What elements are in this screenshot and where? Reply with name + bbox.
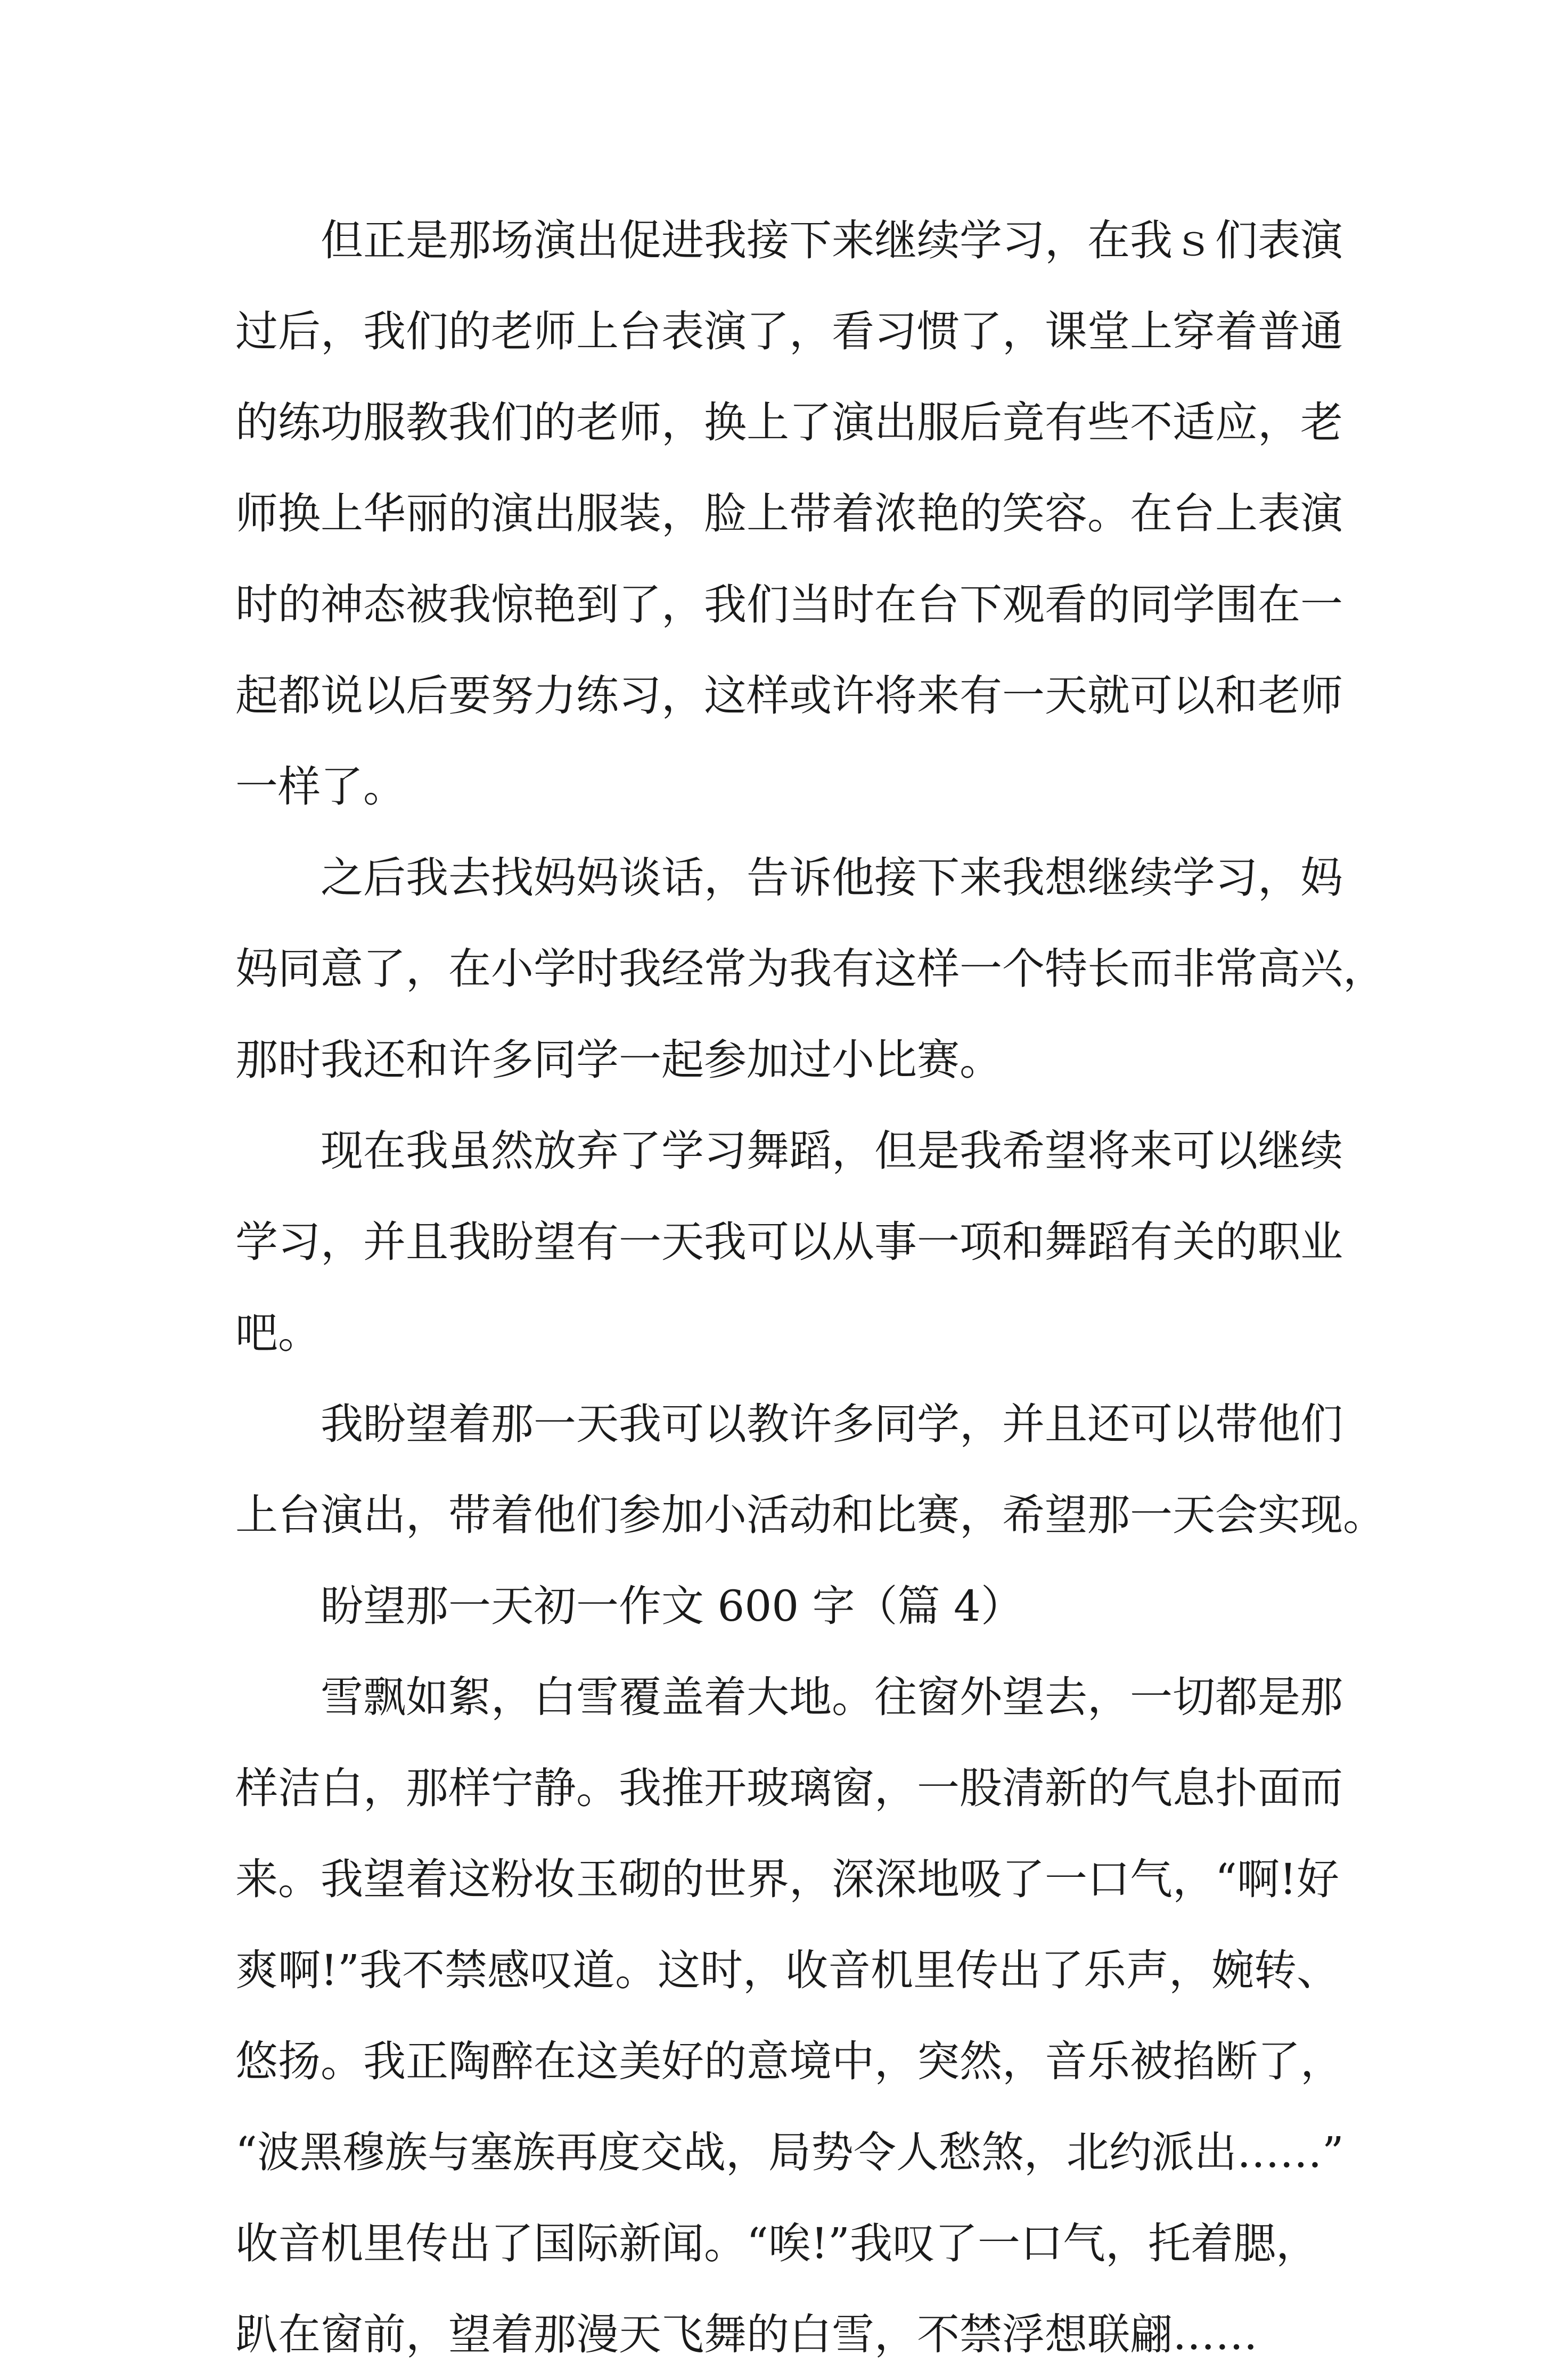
text-line: 来。我望着这粉妆玉砌的世界，深深地吸了一口气，“啊!好 bbox=[235, 1854, 1340, 1904]
text-line: 师换上华丽的演出服装，脸上带着浓艳的笑容。在台上表演 bbox=[235, 489, 1343, 538]
text-line: 悠扬。我正陶醉在这美好的意境中，突然，音乐被掐断了， bbox=[235, 2037, 1343, 2086]
text-line: 那时我还和许多同学一起参加过小比赛。 bbox=[235, 1035, 1002, 1085]
text-line: 一样了。 bbox=[235, 762, 406, 811]
text-line: 的练功服教我们的老师，换上了演出服后竟有些不适应，老 bbox=[235, 398, 1343, 447]
text-line: 我盼望着那一天我可以教许多同学，并且还可以带他们 bbox=[321, 1399, 1343, 1449]
text-line: “波黑穆族与塞族再度交战，局势令人愁煞，北约派出……” bbox=[235, 2128, 1344, 2177]
text-line: 但正是那场演出促进我接下来继续学习，在我ｓ们表演 bbox=[321, 216, 1343, 265]
text-line: 爽啊!”我不禁感叹道。这时，收音机里传出了乐声，婉转、 bbox=[235, 1946, 1340, 1995]
text-line: 学习，并且我盼望有一天我可以从事一项和舞蹈有关的职业 bbox=[235, 1217, 1343, 1267]
text-line: 时的神态被我惊艳到了，我们当时在台下观看的同学围在一 bbox=[235, 580, 1343, 629]
document-body bbox=[235, 195, 1386, 2380]
text-line: 收音机里传出了国际新闻。“唉!”我叹了一口气，托着腮， bbox=[235, 2219, 1318, 2268]
text-line: 过后，我们的老师上台表演了，看习惯了，课堂上穿着普通 bbox=[235, 307, 1343, 356]
text-line: 样洁白，那样宁静。我推开玻璃窗，一股清新的气息扑面而 bbox=[235, 1763, 1343, 1813]
text-line: 雪飘如絮，白雪覆盖着大地。往窗外望去，一切都是那 bbox=[321, 1672, 1343, 1722]
text-line: 上台演出，带着他们参加小活动和比赛，希望那一天会实现。 bbox=[235, 1490, 1386, 1540]
text-line: 妈同意了，在小学时我经常为我有这样一个特长而非常高兴， bbox=[235, 944, 1386, 994]
text-line: 盼望那一天初一作文 600 字（篇 4） bbox=[321, 1581, 1023, 1631]
text-line: 之后我去找妈妈谈话，告诉他接下来我想继续学习，妈 bbox=[321, 853, 1343, 902]
text-line: 吧。 bbox=[235, 1308, 321, 1358]
text-line: 起都说以后要努力练习，这样或许将来有一天就可以和老师 bbox=[235, 671, 1343, 720]
text-line: 现在我虽然放弃了学习舞蹈，但是我希望将来可以继续 bbox=[321, 1126, 1343, 1176]
text-line: 趴在窗前，望着那漫天飞舞的白雪，不禁浮想联翩…… bbox=[235, 2310, 1258, 2359]
